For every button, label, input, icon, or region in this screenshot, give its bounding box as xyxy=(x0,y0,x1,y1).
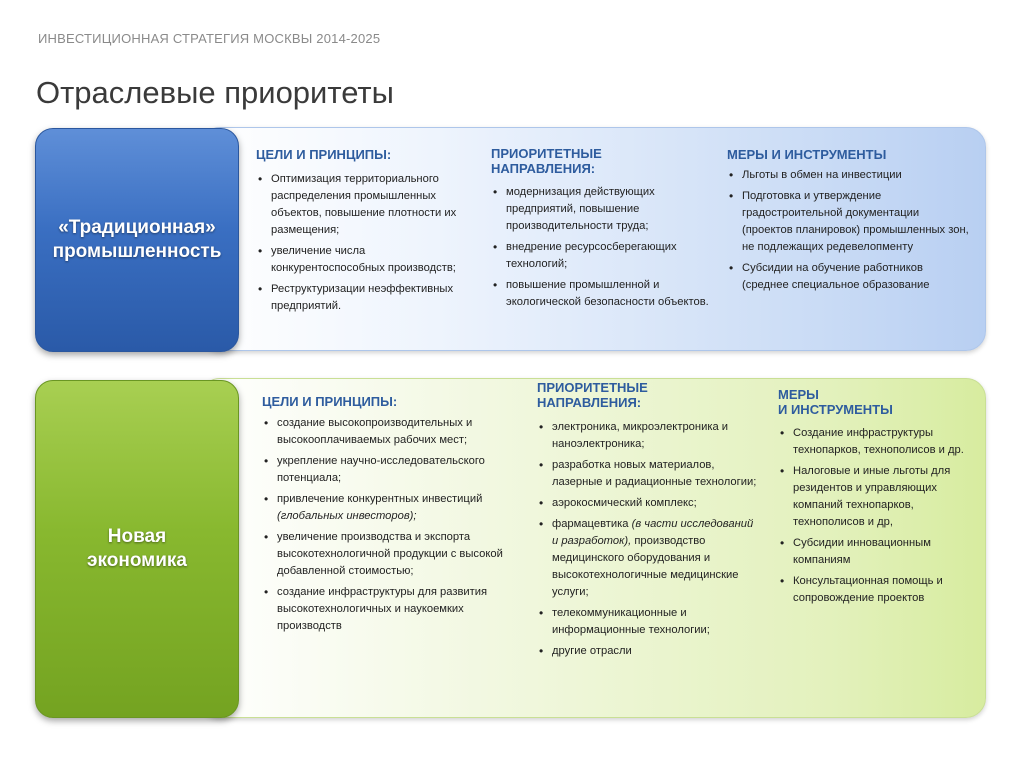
new-economy-measures-heading xyxy=(778,387,968,417)
item-text: привлечение конкурентных инвестиций xyxy=(277,493,483,505)
new-economy-measures-column xyxy=(778,387,968,611)
heading-line: ПРИОРИТЕТНЫЕ xyxy=(491,146,602,161)
list-item xyxy=(537,516,759,601)
list-item xyxy=(262,491,520,525)
new-economy-goals-column xyxy=(262,394,520,639)
traditional-goals-column xyxy=(256,147,476,319)
list-item: • электроника, микроэлектроника и наноэлектроника; xyxy=(537,419,759,453)
new-economy-directions-column xyxy=(537,380,759,664)
item-italic-text: (глобальных инвесторов); xyxy=(277,510,417,522)
traditional-measures-heading: МЕРЫ И ИНСТРУМЕНТЫ xyxy=(727,147,887,162)
item-italic-text: (в части исследований и разработок), xyxy=(552,518,754,547)
list-item: • Налоговые и иные льготы для резидентов и управляющих компаний технопарков, технополисов и др, xyxy=(778,463,968,531)
item-text: производство медицинского оборудования и высокотехнологичные медицинские услуги; xyxy=(552,535,739,598)
list-item: • создание высокопроизводительных и высокооплачиваемых рабочих мест; xyxy=(262,415,520,449)
presentation-supertitle: ИНВЕСТИЦИОННАЯ СТРАТЕГИЯ МОСКВЫ 2014-2025 xyxy=(38,31,381,46)
traditional-measures-column xyxy=(727,147,972,298)
list-item: • аэрокосмический комплекс; xyxy=(537,495,759,512)
heading-line: И ИНСТРУМЕНТЫ xyxy=(778,402,893,417)
new-economy-label xyxy=(35,380,239,718)
new-economy-directions-heading xyxy=(537,380,759,410)
slide-title: Отраслевые приоритеты xyxy=(36,75,394,110)
traditional-industry-label xyxy=(35,128,239,352)
traditional-label-line1: «Традиционная» xyxy=(58,217,216,238)
heading-line: НАПРАВЛЕНИЯ: xyxy=(491,161,596,176)
list-item: • Подготовка и утверждение градостроительной документации (проектов планировок) промышленных зон, не подлежащих редевелопменту xyxy=(727,188,972,256)
heading-line: ПРИОРИТЕТНЫЕ xyxy=(537,380,648,395)
traditional-goals-heading: ЦЕЛИ И ПРИНЦИПЫ: xyxy=(256,147,392,162)
list-item: • телекоммуникационные и информационные технологии; xyxy=(537,605,759,639)
list-item: • Субсидии инновационным компаниям xyxy=(778,535,968,569)
list-item: • увеличение производства и экспорта высокотехнологичной продукции с высокой добавленной стоимостью; xyxy=(262,529,520,580)
list-item: • Льготы в обмен на инвестиции xyxy=(727,167,972,184)
heading-line: МЕРЫ xyxy=(778,387,819,402)
list-item: • модернизация действующих предприятий, повышение производительности труда; xyxy=(491,184,713,235)
heading-line: НАПРАВЛЕНИЯ: xyxy=(537,395,642,410)
traditional-label-line2: промышленность xyxy=(52,241,222,262)
item-text: фармацевтика xyxy=(552,518,629,530)
new-economy-goals-heading: ЦЕЛИ И ПРИНЦИПЫ: xyxy=(262,394,398,409)
list-item: • создание инфраструктуры для развития высокотехнологичных и наукоемких производств xyxy=(262,584,520,635)
list-item: • повышение промышленной и экологической безопасности объектов. xyxy=(491,277,713,311)
list-item: • Оптимизация территориального распределения промышленных объектов, повышение плотности их размещения; xyxy=(256,171,476,239)
new-economy-label-line1: Новая xyxy=(107,526,167,547)
traditional-directions-column xyxy=(491,146,713,315)
list-item: • внедрение ресурсосберегающих технологий; xyxy=(491,239,713,273)
list-item: • разработка новых материалов, лазерные и радиационные технологии; xyxy=(537,457,759,491)
traditional-directions-heading xyxy=(491,146,713,176)
new-economy-label-line2: экономика xyxy=(86,550,187,571)
list-item: • укрепление научно-исследовательского потенциала; xyxy=(262,453,520,487)
list-item: • Реструктуризации неэффективных предприятий. xyxy=(256,281,476,315)
list-item: • другие отрасли xyxy=(537,643,759,660)
list-item: • Создание инфраструктуры технопарков, технополисов и др. xyxy=(778,425,968,459)
list-item: • увеличение числа конкурентоспособных производств; xyxy=(256,243,476,277)
list-item: • Консультационная помощь и сопровождение проектов xyxy=(778,573,968,607)
list-item: • Субсидии на обучение работников (среднее специальное образование xyxy=(727,260,972,294)
